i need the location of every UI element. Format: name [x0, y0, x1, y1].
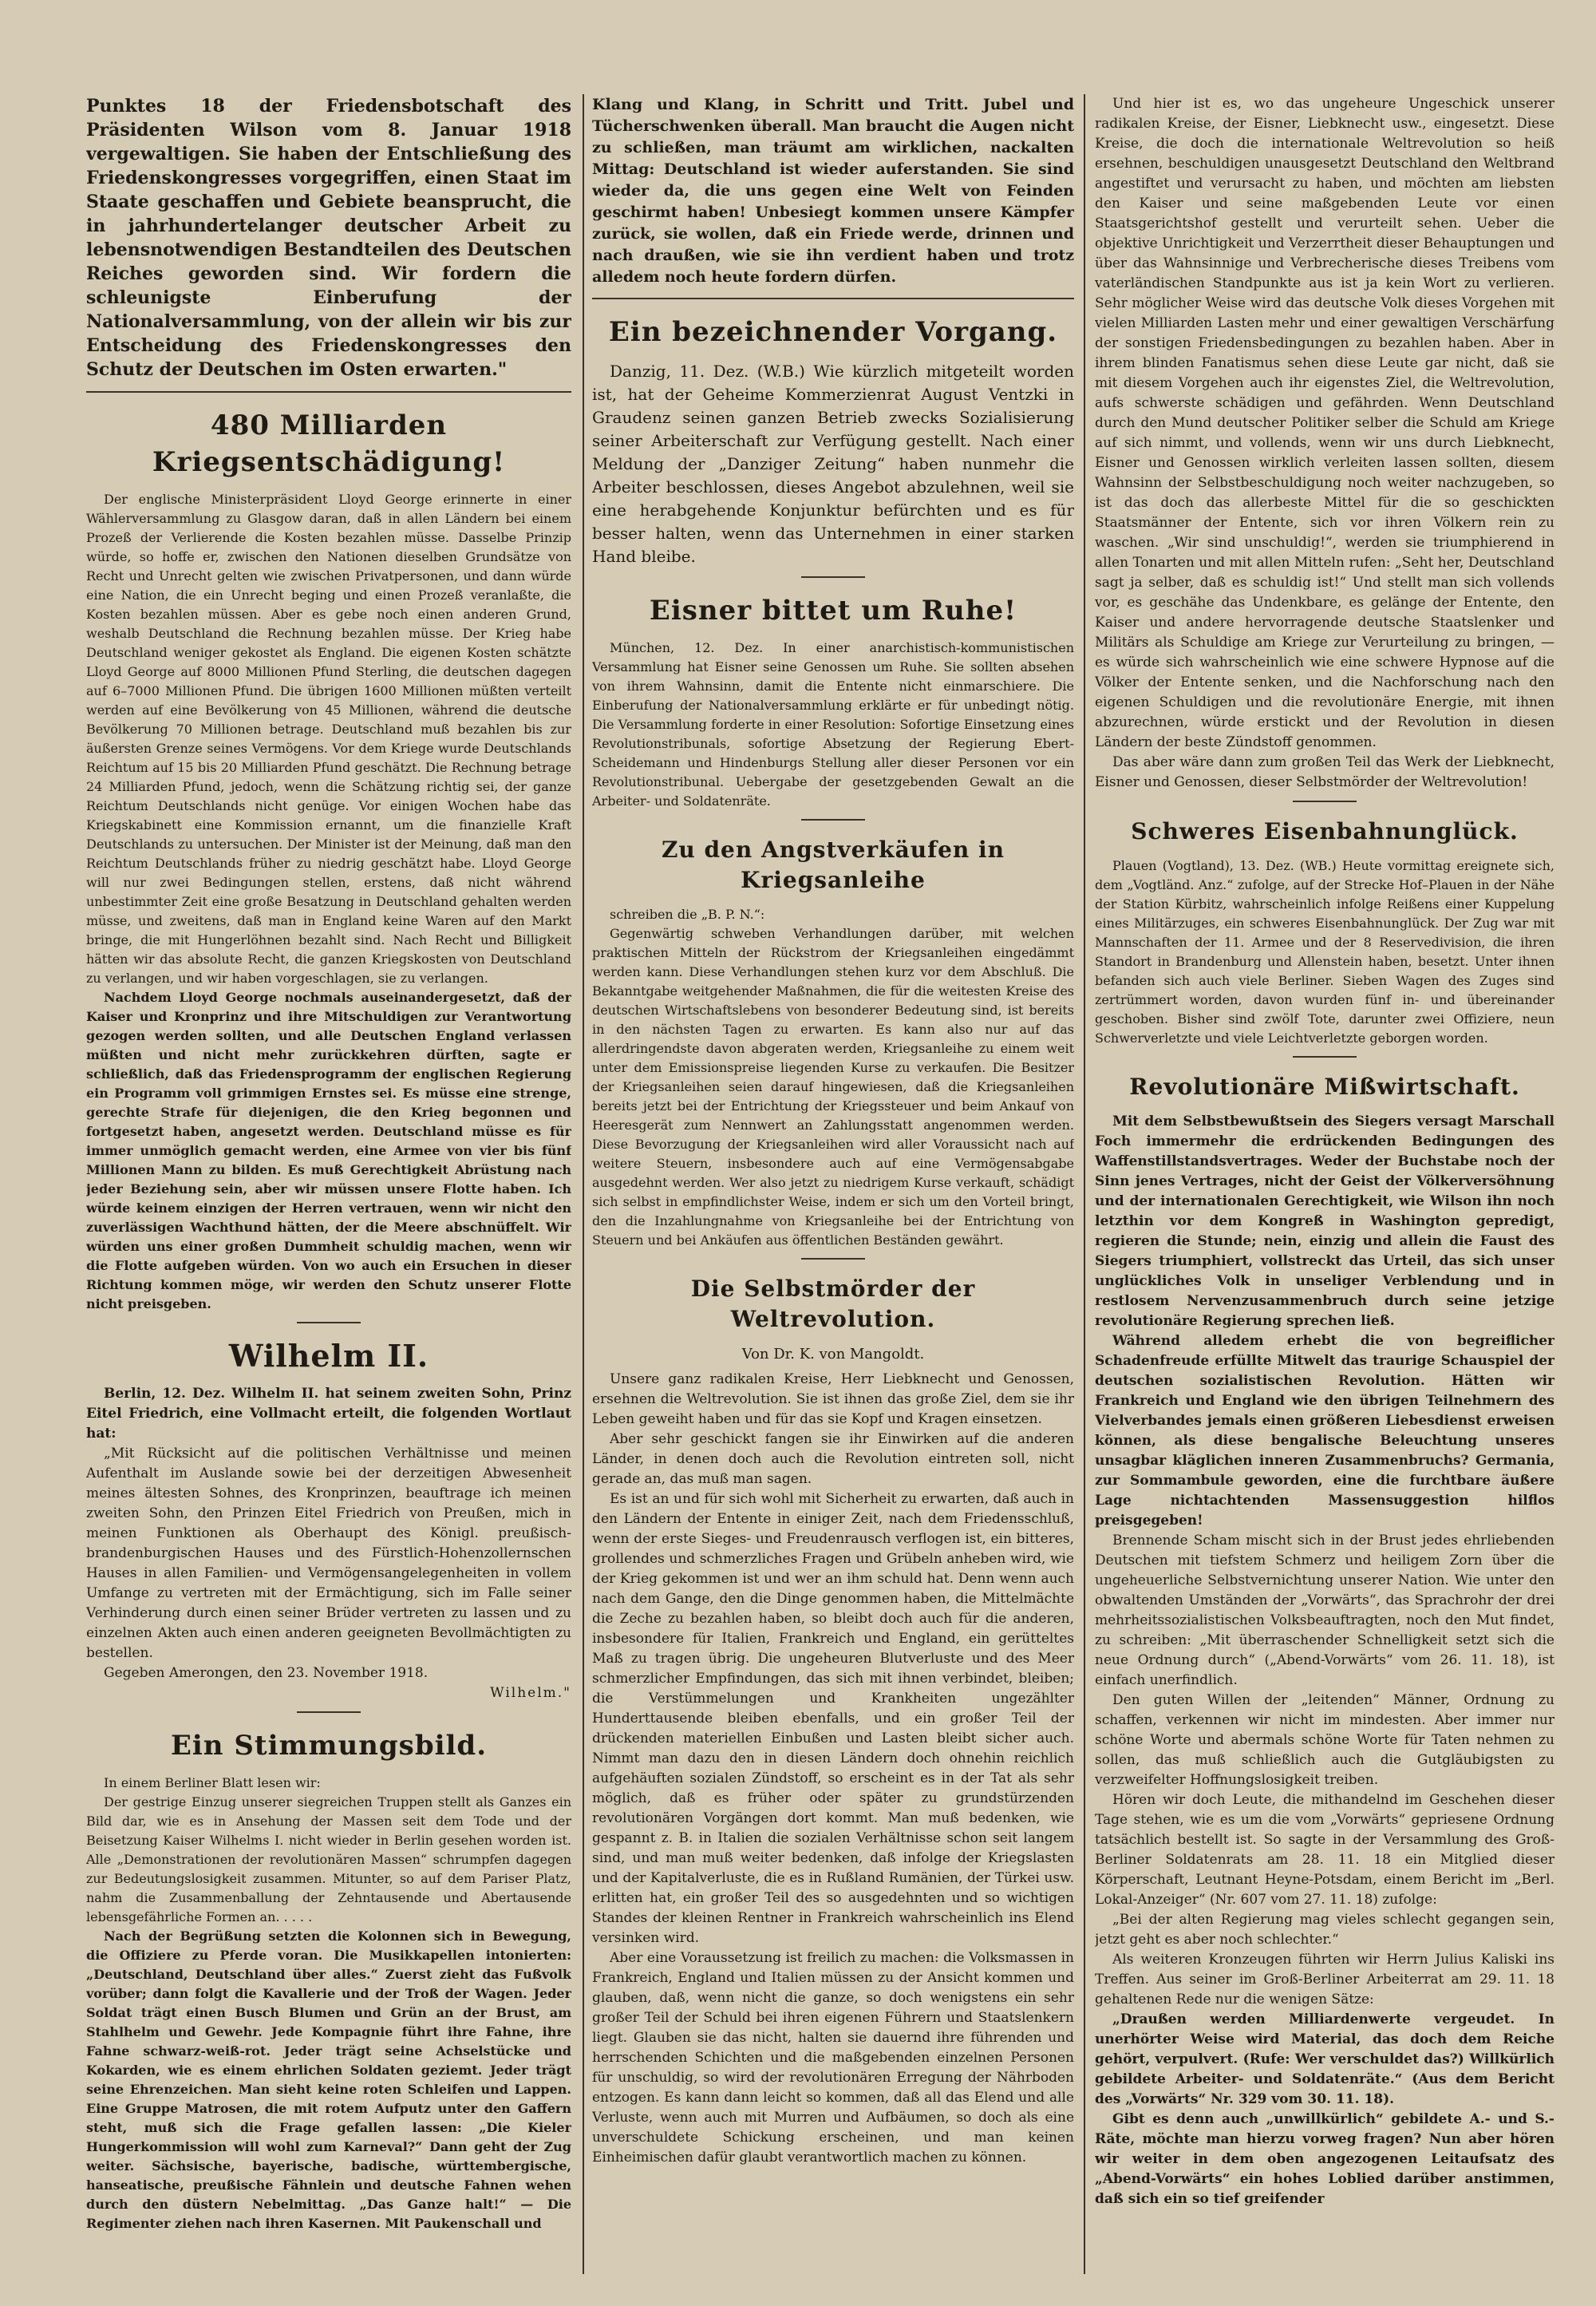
divider	[86, 391, 571, 393]
columns	[86, 94, 1555, 2274]
headline-eisner: Eisner bittet um Ruhe!	[649, 595, 1017, 627]
article-paragraph: Und hier ist es, wo das ungeheure Ungeschick unserer radikalen Kreise, der Eisner, Liebknecht usw., eingesetzt. Diese Kreise, die doch die internationale Weltrevolution so heiß ersehnen, beschuldigen unausgesetzt Deutschland den Weltbrand angestiftet und verursacht zu haben, und möchten am liebsten den Kaiser und seine maßgebenden Leute vor einen Staatsgerichtshof gestellt und verurteilt sehen. Ueber die objektive Unrichtigkeit und Verzerrtheit dieser Behauptungen und über das Wahnsinnige und Verbrecherische dieses Treibens vom vaterländischen Standpunkte aus ist ja kein Wort zu verlieren. Sehr möglicher Weise wird das deutsche Volk dieses Vorgehen mit vielen Milliarden Lasten mehr und einer gewaltigen Verschärfung der sonstigen Friedensbedingungen zu bezahlen haben. Aber in ihrem blinden Fanatismus sehen diese Leute gar nicht, daß sie mit diesem Vorgehen auch ihr eigenstes Ziel, die Weltrevolution, aufs schwerste schädigen und gefährden. Wenn Deutschland durch den Mund deutscher Politiker selber die Schuld am Kriege auf sich nimmt, und vollends, wenn wir uns durch Liebknecht, Eisner und Genossen wirklich verleiten lassen sollten, diesem Wahnsinn der Selbstbeschuldigung noch weiter nachzugeben, so ist das doch das allerbeste Mittel für die so geschickten Staatsmänner der Entente, sich vor ihren Völkern rein zu waschen. „Wir sind unschuldig!“, werden sie triumphierend in allen Tonarten und mit allen Mitteln rufen: „Seht her, Deutschland sagt ja selber, daß es schuldig ist!“ Und stellt man sich vollends vor, es geschähe das Undenkbare, es gelänge der Entente, den Kaiser und andere hervorragende deutsche Staatslenker und Militärs als Schuldige am Kriege zur Verurteilung zu bringen, — es würde sich wahrscheinlich wie eine schwere Hypnose auf die Völker der Entente senken, und die Nachforschung nach den eigenen Schuldigen und die revolutionäre Energie, mit ihnen abzurechnen, würde erstickt und der Revolution in diesen Ländern der beste Zündstoff genommen.	[1095, 96, 1555, 750]
article-paragraph: Der englische Ministerpräsident Lloyd George erinnerte in einer Wählerversammlung zu Glasgow daran, daß in allen Ländern bei einem Prozeß der Verlierende die Kosten bezahlen müsse. Dasselbe Prinzip würde, so hoffe er, zwischen den Nationen dieselben Grundsätze von Recht und Unrecht gelten wie zwischen Privatpersonen, und dann würde eine Nation, die ein Unrecht beging und einen Prozeß veranlaßte, die Kosten bezahlen müssen. Aber es gebe noch einen anderen Grund, weshalb Deutschland die Rechnung bezahlen müsse. Der Krieg habe Deutschland weniger gekostet als England. Die eigenen Kosten schätzte Lloyd George auf 8000 Millionen Pfund Sterling, die deutschen dagegen auf 6–7000 Millionen Pfund. Die übrigen 1600 Millionen müßten verteilt werden auf eine Bevölkerung von 45 Millionen, während die deutsche Bevölkerung 70 Millionen betrage. Deutschland muß bezahlen bis zur äußersten Grenze seines Vermögens. Vor dem Kriege wurde Deutschlands Reichtum auf 15 bis 20 Milliarden Pfund geschätzt. Die Rechnung betrage 24 Milliarden Pfund, jedoch, wenn die Schätzung richtig sei, der ganze Reichtum Deutschlands nicht genüge. Vor einigen Wochen habe das Kriegskabinett eine Kommission ernannt, um die finanzielle Kraft Deutschlands zu untersuchen. Der Minister ist der Meinung, daß man den Reichtum Deutschlands früher zu niedrig geschätzt habe. Lloyd George will nur zwei Bedingungen stellen, erstens, daß nicht während unbestimmter Zeit eine große Besatzung in Deutschland gehalten werden müsse, und zweitens, daß man in England keine Waren auf den Markt bringe, die mit Hungerlöhnen bezahlt sind. Nach Recht und Billigkeit hätten wir das absolute Recht, die ganzen Kriegskosten von Deutschland zu verlangen, und wir haben vorgeschlagen, sie zu verlangen.	[86, 492, 571, 986]
column-2	[592, 94, 1074, 2274]
article-paragraph: Hören wir doch Leute, die mithandelnd im Geschehen dieser Tage stehen, wie es um die vom „Vorwärts“ gepriesene Ordnung tatsächlich bestellt ist. So sagte in der Versammlung des Groß-Berliner Soldatenrats am 28. 11. 18 ein Mitglied dieser Körperschaft, Leutnant Heyne-Potsdam, einem Bericht im „Berl. Lokal-Anzeiger“ (Nr. 607 vom 27. 11. 18) zufolge:	[1095, 1792, 1555, 1908]
article-paragraph: Unsere ganz radikalen Kreise, Herr Liebknecht und Genossen, ersehnen die Weltrevolution. Sie ist ihnen das große Ziel, dem sie ihr Leben geweiht haben und für das sie Kopf und Kragen einsetzen.	[592, 1371, 1074, 1427]
article-paragraph: Gegenwärtig schweben Verhandlungen darüber, mit welchen praktischen Mitteln der Rückstrom der Kriegsanleihen eingedämmt werden kann. Diese Verhandlungen stehen kurz vor dem Abschluß. Die Bekanntgabe weitgehender Maßnahmen, die für die weitesten Kreise des deutschen Wirtschaftslebens von besonderer Bedeutung sind, ist bereits in den nächsten Tagen zu erwarten. Es kann also nur auf das allerdringendste davon abgeraten werden, Kriegsanleihe zu einem weit unter dem Emissionspreise liegenden Kurse zu verkaufen. Die Besitzer der Kriegsanleihen seien darauf hingewiesen, daß die Kriegsanleihen bereits jetzt bei der Entrichtung der Kriegssteuer und beim Ankauf von Heeresgerät zum Nennwert an Zahlungsstatt angenommen werden. Diese Bevorzugung der Kriegsanleihen wird aller Voraussicht nach auf weitere Steuern, insbesondere auch auf eine Vermögensabgabe ausgedehnt werden. Wer also jetzt zu niedrigem Kurse verkauft, schädigt sich selbst in empfindlichster Weise, indem er sich um den Vorteil bringt, den die Inzahlungnahme von Kriegsanleihe bei der Entrichtung von Steuern und bei Ankäufen aus öffentlichen Beständen gewährt.	[592, 926, 1074, 1248]
divider	[801, 1258, 865, 1260]
article-signature: Wilhelm."	[490, 1685, 571, 1701]
article-quote: „Bei der alten Regierung mag vieles schlecht gegangen sein, jetzt geht es aber noch schlechter.“	[1095, 1912, 1555, 1948]
headline-vorgang: Ein bezeichnender Vorgang.	[608, 316, 1058, 348]
divider	[297, 1711, 361, 1713]
lead-paragraph: Punktes 18 der Friedensbotschaft des Präsidenten Wilson vom 8. Januar 1918 vergewaltigen. Sie haben der Entschließung des Friedenskongresses vorgegriffen, einen Staat im Staate geschaffen und Gebiete beansprucht, die in jahrhundertelanger deutscher Arbeit zu lebensnotwendigen Bestandteilen des Deutschen Reiches geworden sind. Wir fordern die schleunigste Einberufung der Nationalversammlung, von der allein wir bis zur Entscheidung des Friedenskongresses den Schutz der Deutschen im Osten erwarten."	[86, 96, 571, 380]
article-paragraph: „Mit Rücksicht auf die politischen Verhältnisse und meinen Aufenthalt im Auslande sowie bei der derzeitigen Abwesenheit meines ältesten Sohnes, des Kronprinzen, beauftrage ich meinen zweiten Sohn, den Prinzen Eitel Friedrich von Preußen, mich in meinen Funktionen als Oberhaupt des Königl. preußisch-brandenburgischen Hauses und des Fürstlich-Hohenzollernschen Hauses in allen Familien- und Vermögensangelegenheiten in vollem Umfange zu vertreten mit der Ermächtigung, sich im Falle seiner Verhinderung durch einen seiner Brüder vertreten zu lassen und zu einzelnen Akten auch einen anderen geeigneten Bevollmächtigten zu bestellen.	[86, 1446, 571, 1661]
divider	[297, 1322, 361, 1323]
divider	[592, 298, 1074, 299]
article-paragraph: Als weiteren Kronzeugen führten wir Herrn Julius Kaliski ins Treffen. Aus seiner im Groß-Berliner Arbeiterrat am 29. 11. 18 gehaltenen Rede nur die wenigen Sätze:	[1095, 1952, 1555, 2007]
article-paragraph: Das aber wäre dann zum großen Teil das Werk der Liebknecht, Eisner und Genossen, dieser Selbstmörder der Weltrevolution!	[1095, 754, 1555, 790]
column-1	[86, 94, 571, 2274]
article-paragraph: In einem Berliner Blatt lesen wir:	[104, 1775, 321, 1790]
article-paragraph: Brennende Scham mischt sich in der Brust jedes ehrliebenden Deutschen mit tiefstem Schmerz und heiligem Zorn über die ungeheuerliche Selbstvernichtung unserer Nation. Wie unter den obwaltenden Umständen der „Vorwärts“, das Sprachrohr der drei mehrheitssozialistischen Volksbeauftragten, noch den Mut findet, zu schreiben: „Mit überraschender Schnelligkeit setzt sich die neue Ordnung durch“ („Abend-Vorwärts“ vom 26. 11. 18), ist einfach unerfindlich.	[1095, 1533, 1555, 1688]
headline-misswirtschaft: Revolutionäre Mißwirtschaft.	[1129, 1074, 1520, 1100]
article-quote: „Draußen werden Milliardenwerte vergeudet. In unerhörter Weise wird Material, das doch dem Reiche gehört, verpulvert. (Rufe: Wer verschuldet das?) Willkürlich gebildete Arbeiter- und Soldatenräte.“ (Aus dem Bericht des „Vorwärts“ Nr. 329 vom 30. 11. 18).	[1095, 2011, 1555, 2107]
article-paragraph: Den guten Willen der „leitenden“ Männer, Ordnung zu schaffen, verkennen wir nicht im mindesten. Aber immer nur schöne Worte und abermals schöne Worte für Taten nehmen zu sollen, das muß schließlich auch die Gutgläubigsten zu verzweifelter Hoffnungslosigkeit treiben.	[1095, 1692, 1555, 1788]
headline-stimmungsbild: Ein Stimmungsbild.	[170, 1730, 488, 1762]
divider	[801, 576, 865, 578]
divider	[801, 819, 865, 821]
article-paragraph: Berlin, 12. Dez. Wilhelm II. hat seinem zweiten Sohn, Prinz Eitel Friedrich, eine Vollmacht erteilt, die folgenden Wortlaut hat:	[86, 1386, 571, 1442]
article-paragraph: Aber sehr geschickt fangen sie ihr Einwirken auf die anderen Länder, in denen doch auch die Revolution eintreten soll, nicht gerade an, das muß man sagen.	[592, 1431, 1074, 1487]
article-paragraph: Nachdem Lloyd George nochmals auseinandergesetzt, daß der Kaiser und Kronprinz und ihre Mitschuldigen zur Verantwortung gezogen werden sollten, und alle Deutschen England verlassen müßten und nicht mehr zurückkehren dürften, sagte er schließlich, daß das Friedensprogramm der englischen Regierung ein Programm voll grimmigen Ernstes sei. Es müsse eine strenge, gerechte Strafe für diejenigen, die den Krieg begonnen und fortgesetzt haben, angesetzt werden. Deutschland müsse es für immer unmöglich gemacht werden, eine Armee von vier bis fünf Millionen Mann zu bilden. Es muß Gerechtigkeit Abrüstung nach jeder Beziehung sein, aber wir müssen unsere Flotte haben. Ich würde keinem einzigen der Herren vertrauen, wenn wir nicht den zuverlässigen Wachthund hätten, der die Meere abschnüffelt. Wir würden uns einer großen Dummheit schuldig machen, wenn wir die Flotte aufgeben würden. Von wo auch ein Ersuchen in dieser Richtung kommen möge, wir werden den Schutz unserer Flotte nicht preisgeben.	[86, 990, 571, 1311]
article-paragraph: Es ist an und für sich wohl mit Sicherheit zu erwarten, daß auch in den Ländern der Entente in einiger Zeit, nach dem Friedensschluß, wenn der erste Sieges- und Freudenrausch verflogen ist, ein bitteres, grollendes und schmerzliches Fragen und Grübeln anheben wird, wie der Krieg gekommen ist und wer an ihm schuld hat. Denn wenn auch nach dem Gange, den die Dinge genommen haben, die Mittelmächte die Zeche zu bezahlen haben, so bleibt doch auch für die anderen, insbesondere für Italien, Frankreich und England, ein gerütteltes Maß zu tragen übrig. Die ungeheuren Blutverluste und des Meer schmerzlicher Empfindungen, das sich mit ihnen verbindet, bleiben; die Verstümmelungen und Krankheiten ungezählter Hunderttausende bleiben ebenfalls, und ein großer Teil der drückenden materiellen Einbußen und Lasten bleibt sicher auch. Nimmt man dazu den in diesen Ländern doch ohnehin reichlich aufgehäuften sozialen Zündstoff, so erscheint es in der Tat als sehr möglich, daß es früher oder später zu grundstürzenden revolutionären Vorgängen dort kommt. Man muß bedenken, wie gespannt z. B. in Italien die sozialen Verhältnisse schon seit langem sind, und man muß weiter bedenken, daß infolge der Kriegslasten und der Kapitalverluste, die es in Rußland Rumänien, der Türkei usw. erlitten hat, ein großer Teil des so ausgedehnten und so wichtigen Standes der kleinen Rentner in Frankreich wahrscheinlich ins Elend versinken wird.	[592, 1491, 1074, 1946]
article-paragraph: Danzig, 11. Dez. (W.B.) Wie kürzlich mitgeteilt worden ist, hat der Geheime Kommerzienrat August Ventzki in Graudenz seinen ganzen Betrieb zwecks Sozialisierung seiner Arbeiterschaft zur Verfügung gestellt. Nach einer Meldung der „Danziger Zeitung“ haben nunmehr die Arbeiter beschlossen, dieses Angebot abzulehnen, weil sie eine herabgehende Konjunktur befürchten und es für besser halten, wenn das Unternehmen in einer starken Hand bleibe.	[592, 362, 1074, 566]
divider	[1293, 801, 1357, 802]
headline-kriegsentschaedigung: 480 Milliarden Kriegsentschädigung!	[152, 409, 506, 478]
article-paragraph: Gibt es denn auch „unwillkürlich“ gebildete A.- und S.-Räte, möchte man hierzu vorweg fragen? Nun aber hören wir weiter in dem oben angezogenen Leitaufsatz des „Abend-Vorwärts“ ein hohes Loblied darüber anstimmen, daß sich ein so tief greifender	[1095, 2111, 1555, 2207]
divider	[1293, 1056, 1357, 1058]
article-paragraph: Mit dem Selbstbewußtsein des Siegers versagt Marschall Foch immermehr die erdrückenden Bedingungen des Waffenstillstandsvertrages. Weder der Buchstabe noch der Sinn jenes Vertrages, nicht der Geist der Völkerversöhnung und der internationalen Gerechtigkeit, wie Wilson ihn noch letzthin vor dem Kongreß in Washington gepredigt, regieren die Stunde; nein, einzig und allein die Faust des Siegers triumphiert, vollstreckt das Urteil, das sich unser unglückliches Volk in unseliger Verblendung und in restlosem Nervenzusammenbruch durch seine jetzige revolutionäre Regierung sprechen ließ.	[1095, 1113, 1555, 1329]
headline-kriegsanleihe: Zu den Angstverkäufen in Kriegsanleihe	[661, 837, 1005, 893]
article-paragraph: schreiben die „B. P. N.“:	[610, 907, 765, 922]
article-paragraph: Aber eine Voraussetzung ist freilich zu machen: die Volksmassen in Frankreich, England und Italien müssen zu der Ansicht kommen und glauben, daß, wenn nicht die ganze, so doch wenigstens ein sehr großer Teil der Schuld bei ihren eigenen Führern und Staatslenkern liegt. Glauben sie das nicht, halten sie dauernd ihre führenden und herrschenden Schichten und die maßgebenden einzelnen Personen für unschuldig, so wird der revolutionären Erregung der Nährboden entzogen. Es kann dann leicht so kommen, daß all das Elend und alle Verluste, wenn auch mit Murren und Aufbäumen, so doch als eine unverschuldete Schickung erscheinen, und man keinen Einheimischen dafür glaubt verantwortlich machen zu können.	[592, 1950, 1074, 2166]
headline-wilhelm: Wilhelm II.	[228, 1338, 429, 1374]
byline: Von Dr. K. von Mangoldt.	[741, 1346, 925, 1363]
article-paragraph: Nach der Begrüßung setzten die Kolonnen sich in Bewegung, die Offiziere zu Pferde voran. Die Musikkapellen intonierten: „Deutschland, Deutschland über alles.“ Zuerst zieht das Fußvolk vorüber; dann folgt die Kavallerie und der Troß der Wagen. Jeder Soldat trägt einen Busch Blumen und Grün an der Brust, am Stahlhelm und Gewehr. Jede Kompagnie führt ihre Fahne, ihre Fahne schwarz-weiß-rot. Jeder trägt seine Achselstücke und Kokarden, wie es einem ehrlichen Soldaten geziemt. Jeder trägt seine Ehrenzeichen. Man sieht keine roten Schleifen und Lappen. Eine Gruppe Matrosen, die mit rotem Aufputz unter den Gaffern steht, muß sich die Frage gefallen lassen: „Die Kieler Hungerkommission will wohl zum Karneval?“ Dann geht der Zug weiter. Sächsische, bayerische, badische, württembergische, hanseatische, preußische Fähnlein und deutsche Fahnen wehen durch den düstern Nebelmittag. „Das Ganze halt!“ — Die Regimenter ziehen nach ihren Kasernen. Mit Paukenschall und	[86, 1928, 571, 2231]
article-paragraph: Während alledem erhebt die von begreiflicher Schadenfreude erfüllte Mitwelt das traurige Schauspiel der deutschen sozialistischen Revolution. Hätten wir Frankreich und England wie den übrigen Teilnehmern des Vielverbandes jemals einen größeren Liebesdienst erweisen können, als diese bengalische Beleuchtung unseres unsagbar kläglichen inneren Zusammenbruchs? Germania, zur Sommambule geworden, eine die furchtbare äußere Lage nichtachtenden Massensuggestion hilflos preisgegeben!	[1095, 1333, 1555, 1529]
headline-eisenbahnunglueck: Schweres Eisenbahnunglück.	[1131, 818, 1519, 844]
article-paragraph: Plauen (Vogtland), 13. Dez. (WB.) Heute vormittag ereignete sich, dem „Vogtländ. Anz.“ zufolge, auf der Strecke Hof–Plauen in der Nähe der Station Kürbitz, wahrscheinlich infolge Reißens einer Kuppelung eines Militärzuges, ein schweres Eisenbahnunglück. Der Zug war mit Mannschaften der 11. Armee und der 8 Reservedivision, die ihren Standort in Brandenburg und Allenstein haben, besetzt. Unter ihnen befanden sich auch viele Berliner. Sieben Wagen des Zuges sind zertrümmert worden, davon wurden fünf in- und übereinander geschoben. Bisher sind zwölf Tote, darunter zwei Offiziere, neun Schwerverletzte und viele Leichtverletzte geborgen worden.	[1095, 858, 1555, 1046]
headline-selbstmoerder: Die Selbstmörder der Weltrevolution.	[690, 1276, 976, 1332]
article-paragraph: München, 12. Dez. In einer anarchistisch-kommunistischen Versammlung hat Eisner seine Genossen um Ruhe. Sie sollten absehen von ihrem Wahnsinn, damit die Entente nicht einmarschiere. Die Einberufung der Nationalversammlung erklärte er für unbedingt nötig. Die Versammlung forderte in einer Resolution: Sofortige Einsetzung eines Revolutionstribunals, sofortige Absetzung der Regierung Ebert-Scheidemann und Hindenburgs Stellung aller dieser Personen vor ein Revolutionstribunal. Uebergabe der gesetzgebenden Gewalt an die Arbeiter- und Soldatenräte.	[592, 640, 1074, 809]
column-3	[1095, 94, 1555, 2274]
lead-paragraph: Klang und Klang, in Schritt und Tritt. Jubel und Tücherschwenken überall. Man braucht die Augen nicht zu schließen, man träumt am wirklichen, nackalten Mittag: Deutschland ist wieder auferstanden. Sie sind wieder da, die uns gegen eine Welt von Feinden geschirmt haben! Unbesiegt kommen unsere Kämpfer zurück, sie wollen, daß ein Friede werde, drinnen und nach draußen, wie sie ihn verdient haben und trotz alledem noch heute fordern dürfen.	[592, 96, 1074, 286]
article-date: Gegeben Amerongen, den 23. November 1918.	[104, 1665, 429, 1681]
article-paragraph: Der gestrige Einzug unserer siegreichen Truppen stellt als Ganzes ein Bild dar, wie es in Ansehung der Massen seit dem Tode und der Beisetzung Kaiser Wilhelms I. nicht wieder in Berlin gesehen worden ist. Alle „Demonstrationen der revolutionären Massen“ schrumpfen dagegen zur Bedeutungslosigkeit zusammen. Mitunter, so auf dem Pariser Platz, nahm die Zusammenballung der Zehntausende und Abertausende lebensgefährliche Formen an. . . . .	[86, 1794, 571, 1924]
